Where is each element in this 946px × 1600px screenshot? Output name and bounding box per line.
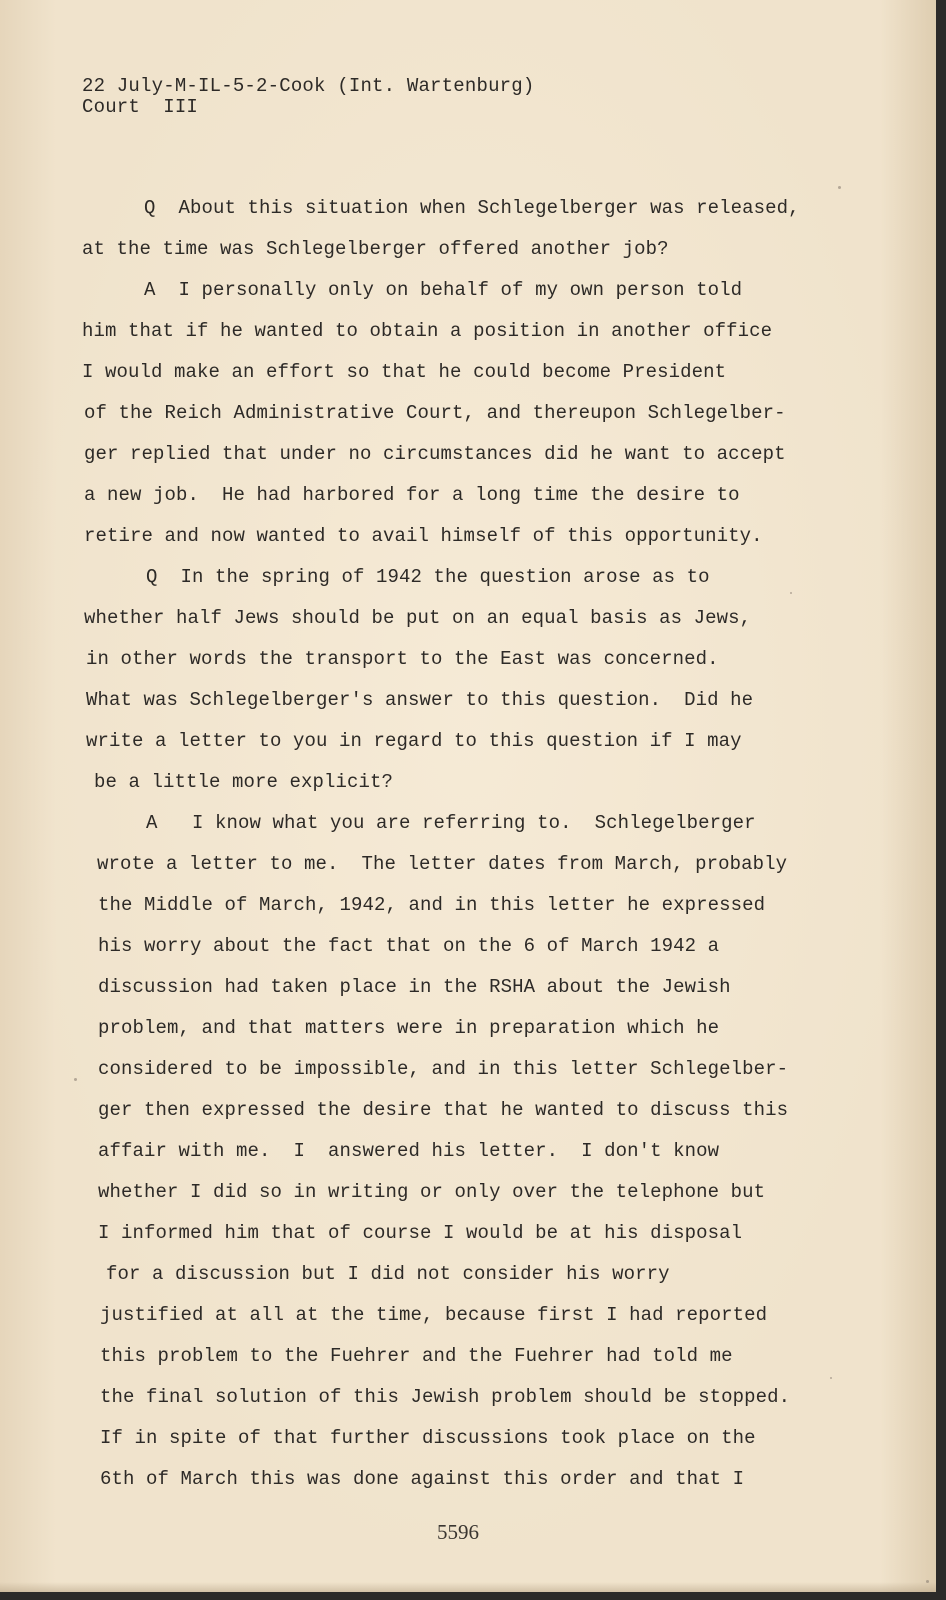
header-court-line: Court III <box>82 96 199 118</box>
text-line: I would make an effort so that he could become President <box>82 361 727 383</box>
text-line: write a letter to you in regard to this question if I may <box>86 730 742 752</box>
text-line: be a little more explicit? <box>94 771 394 793</box>
text-line: whether I did so in writing or only over the telephone but <box>98 1181 766 1203</box>
text-line: I informed him that of course I would be at his disposal <box>98 1222 743 1244</box>
text-line: Q About this situation when Schlegelberger was released, <box>144 197 800 219</box>
paper-speck <box>838 186 841 189</box>
text-line: If in spite of that further discussions took place on the <box>100 1427 756 1449</box>
text-line: justified at all at the time, because first I had reported <box>100 1304 768 1326</box>
paper-speck <box>790 592 792 594</box>
text-line: ger replied that under no circumstances did he want to accept <box>84 443 786 465</box>
text-line: for a discussion but I did not consider his worry <box>106 1263 670 1285</box>
page-bottom-edge <box>0 1582 936 1592</box>
text-line: Q In the spring of 1942 the question arose as to <box>146 566 710 588</box>
document-header <box>82 76 534 118</box>
text-line: wrote a letter to me. The letter dates from March, probably <box>97 853 788 875</box>
text-line: What was Schlegelberger's answer to this question. Did he <box>86 689 754 711</box>
text-line: A I know what you are referring to. Schlegelberger <box>146 812 756 834</box>
paper-speck <box>830 1377 832 1379</box>
text-line: 6th of March this was done against this order and that I <box>100 1468 745 1490</box>
text-line: the final solution of this Jewish problem should be stopped. <box>100 1386 791 1408</box>
text-line: him that if he wanted to obtain a position in another office <box>82 320 773 342</box>
text-line: discussion had taken place in the RSHA about the Jewish <box>98 976 731 998</box>
text-line: A I personally only on behalf of my own person told <box>144 279 743 301</box>
text-line: in other words the transport to the East was concerned. <box>86 648 719 670</box>
text-line: the Middle of March, 1942, and in this letter he expressed <box>98 894 766 916</box>
text-line: at the time was Schlegelberger offered another job? <box>82 238 669 260</box>
text-line: considered to be impossible, and in this letter Schlegelber- <box>98 1058 789 1080</box>
page-number: 5596 <box>437 1520 479 1544</box>
text-line: problem, and that matters were in preparation which he <box>98 1017 720 1039</box>
text-line: a new job. He had harbored for a long time the desire to <box>84 484 740 506</box>
text-line: of the Reich Administrative Court, and thereupon Schlegelber- <box>84 402 786 424</box>
text-line: this problem to the Fuehrer and the Fuehrer had told me <box>100 1345 733 1367</box>
text-line: affair with me. I answered his letter. I don't know <box>98 1140 720 1162</box>
text-line: whether half Jews should be put on an equal basis as Jews, <box>84 607 752 629</box>
text-line: ger then expressed the desire that he wanted to discuss this <box>98 1099 789 1121</box>
text-line: retire and now wanted to avail himself of this opportunity. <box>84 525 763 547</box>
header-session-line: 22 July-M-IL-5-2-Cook (Int. Wartenburg) <box>82 75 535 97</box>
paper-speck <box>74 1078 77 1081</box>
text-line: his worry about the fact that on the 6 of March 1942 a <box>98 935 720 957</box>
